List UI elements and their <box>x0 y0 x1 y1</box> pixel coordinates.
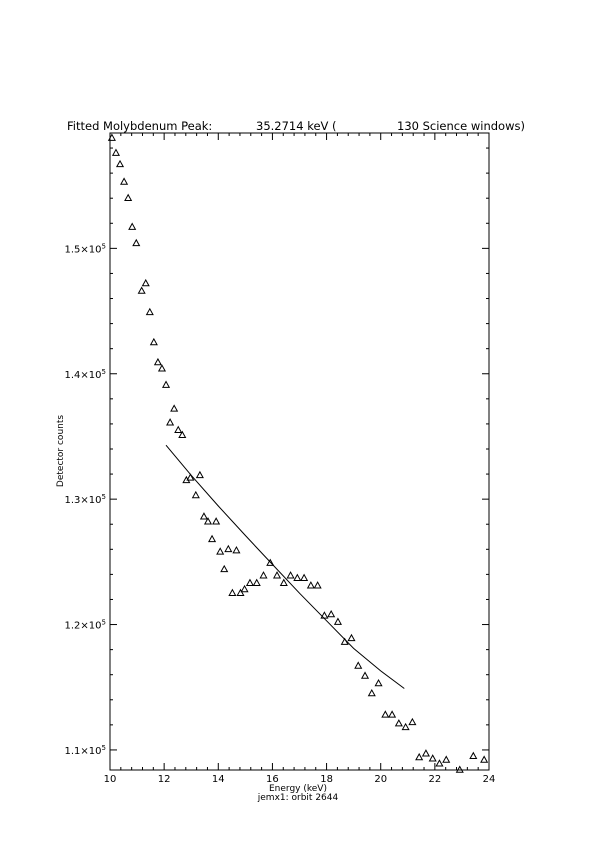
y-tick-label: $1.5\times 10^5$ <box>64 242 106 256</box>
x-tick-label: 10 <box>103 774 117 785</box>
title-prefix: Fitted Molybdenum Peak: <box>67 119 213 133</box>
data-point-triangle <box>443 756 449 762</box>
title-windows-count: 130 Science windows) <box>397 119 525 133</box>
x-tick-label: 18 <box>320 774 333 785</box>
data-point-triangle <box>125 195 131 201</box>
data-point-triangle <box>221 566 227 572</box>
data-point-triangle <box>362 672 368 678</box>
data-point-triangle <box>241 586 247 592</box>
data-point-triangle <box>294 575 300 581</box>
data-point-triangle <box>287 572 293 578</box>
data-point-triangle <box>355 662 361 668</box>
plot-area-frame <box>110 133 489 770</box>
data-point-triangle <box>274 572 280 578</box>
data-point-triangle <box>163 382 169 388</box>
data-point-triangle <box>423 750 429 756</box>
data-point-triangle <box>143 280 149 286</box>
data-point-triangle <box>396 720 402 726</box>
data-point-triangle <box>247 580 253 586</box>
data-point-triangle <box>314 582 320 588</box>
x-tick-label: 22 <box>428 774 442 785</box>
data-point-triangle <box>382 711 388 717</box>
data-point-triangle <box>201 513 207 519</box>
data-point-triangle <box>301 575 307 581</box>
y-tick-label: $1.1\times 10^5$ <box>64 743 106 757</box>
data-point-triangle <box>117 161 123 167</box>
data-point-triangle <box>151 339 157 345</box>
data-points <box>109 135 488 773</box>
data-point-triangle <box>225 546 231 552</box>
data-point-triangle <box>147 309 153 315</box>
chart-title <box>67 119 525 133</box>
data-point-triangle <box>213 518 219 524</box>
data-point-triangle <box>457 767 463 773</box>
data-point-triangle <box>281 580 287 586</box>
data-point-triangle <box>229 590 235 596</box>
x-tick-label: 12 <box>157 774 171 785</box>
data-point-triangle <box>308 582 314 588</box>
data-point-triangle <box>260 572 266 578</box>
y-tick-label: $1.2\times 10^5$ <box>64 618 106 632</box>
y-axis-label: Detector counts <box>56 414 66 488</box>
data-point-triangle <box>155 359 161 365</box>
axis-ticks <box>110 133 489 770</box>
data-point-triangle <box>121 178 127 184</box>
data-point-triangle <box>233 547 239 553</box>
y-tick-labels <box>65 242 106 757</box>
x-tick-label: 20 <box>374 774 388 785</box>
data-point-triangle <box>209 536 215 542</box>
y-tick-label: $1.3\times 10^5$ <box>64 493 106 507</box>
data-point-triangle <box>254 580 260 586</box>
data-point-triangle <box>133 240 139 246</box>
data-point-triangle <box>409 719 415 725</box>
x-axis-label: Energy (keV) <box>269 784 327 794</box>
data-point-triangle <box>328 611 334 617</box>
data-point-triangle <box>321 612 327 618</box>
data-point-triangle <box>175 427 181 433</box>
data-point-triangle <box>193 492 199 498</box>
data-point-triangle <box>481 756 487 762</box>
data-point-triangle <box>113 150 119 156</box>
data-point-triangle <box>217 548 223 554</box>
data-point-triangle <box>348 635 354 641</box>
data-point-triangle <box>171 405 177 411</box>
title-energy-value: 35.2714 keV ( <box>256 119 337 133</box>
data-point-triangle <box>138 287 144 293</box>
data-point-triangle <box>470 753 476 759</box>
data-point-triangle <box>389 711 395 717</box>
data-point-triangle <box>436 760 442 766</box>
data-point-triangle <box>167 419 173 425</box>
data-point-triangle <box>416 754 422 760</box>
y-tick-label: $1.4\times 10^5$ <box>64 367 106 381</box>
x-tick-label: 16 <box>266 774 279 785</box>
data-point-triangle <box>129 224 135 230</box>
data-point-triangle <box>335 619 341 625</box>
x-tick-label: 24 <box>482 774 496 785</box>
data-point-triangle <box>237 590 243 596</box>
data-point-triangle <box>197 472 203 478</box>
x-tick-label: 14 <box>211 774 225 785</box>
footer-orbit-label: jemx1: orbit 2644 <box>257 793 339 803</box>
fit-curve <box>166 445 404 688</box>
data-point-triangle <box>159 365 165 371</box>
data-point-triangle <box>375 680 381 686</box>
data-point-triangle <box>402 724 408 730</box>
data-point-triangle <box>429 755 435 761</box>
data-point-triangle <box>369 690 375 696</box>
